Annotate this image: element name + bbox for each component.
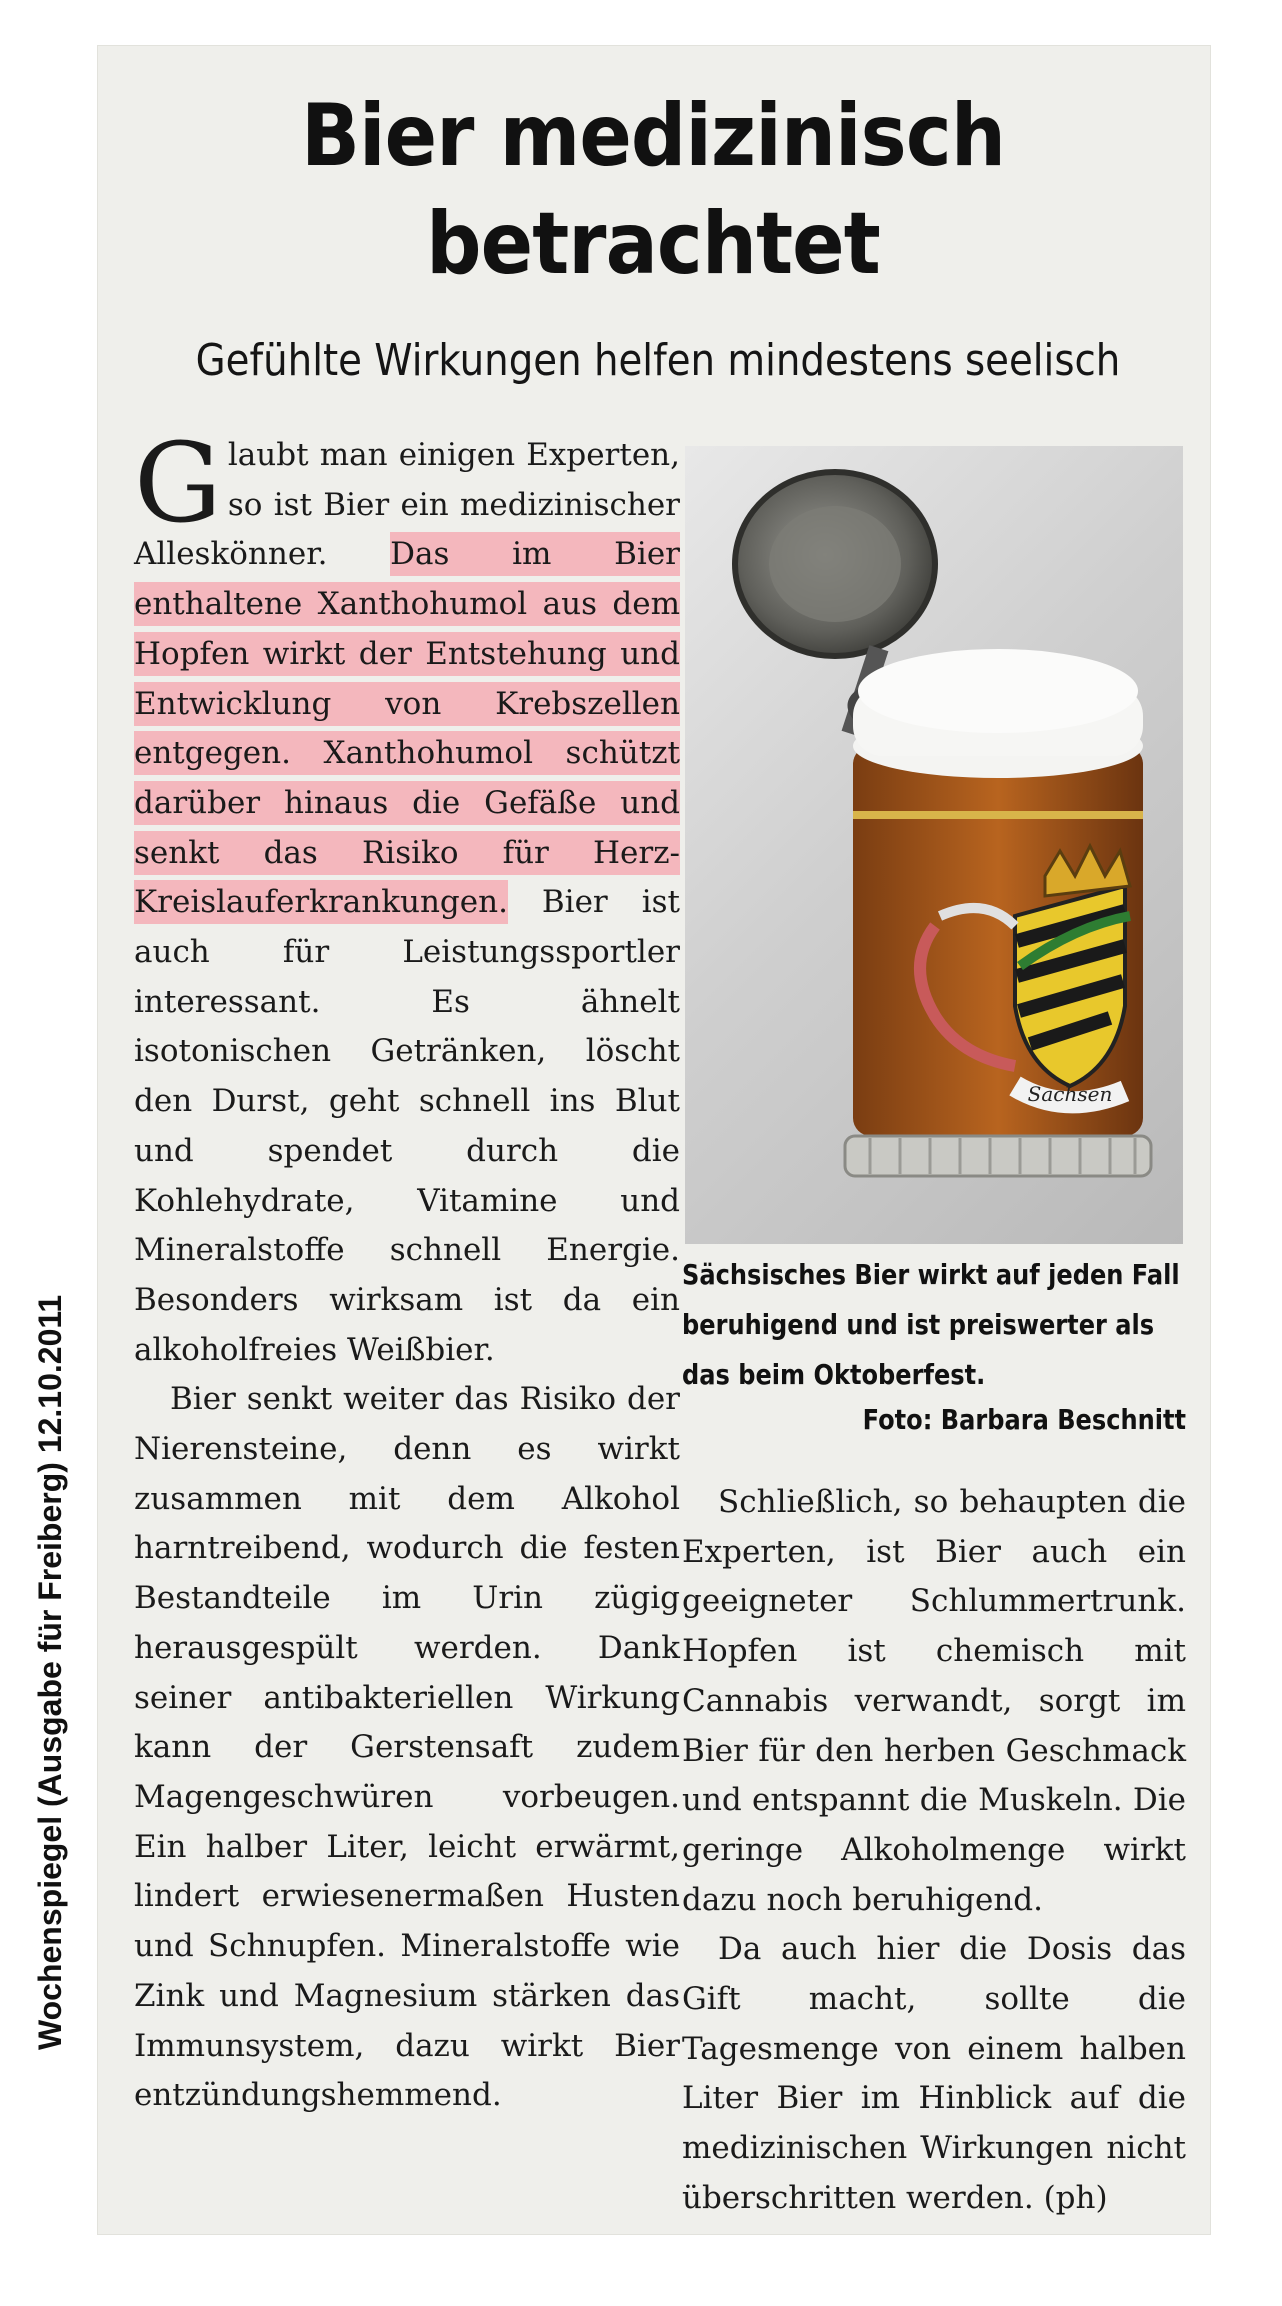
right-paragraph-2: Da auch hier die Dosis das Gift macht, sollte die Tagesmenge von einem halben Liter Bier im Hinblick auf die medizinischen Wirkungen nicht überschritten werden. (ph) <box>682 1931 1186 2216</box>
beer-mug-illustration <box>685 446 1183 1244</box>
photo-credit: Foto: Barbara Beschnitt <box>862 1403 1186 1436</box>
left-paragraph-1 <box>134 419 680 1375</box>
article-subheadline: Gefühlte Wirkungen helfen mindestens seelisch <box>195 335 1121 386</box>
mug-emblem-label: Sachsen <box>1027 1082 1113 1106</box>
drop-cap: G <box>134 419 222 547</box>
highlighted-passage: Das im Bier enthaltene Xanthohumol aus dem Hopfen wirkt der Entstehung und Entwicklung von Krebszellen entgegen. Xanthohumol schützt darüber hinaus die Gefäße und senkt das Risiko für Herz-Kreislauferkrankungen. <box>134 536 680 921</box>
photo-caption: Sächsisches Bier wirkt auf jeden Fall beruhigend und ist preiswerter als das beim Oktoberfest. <box>682 1258 1180 1391</box>
left-paragraph-2: Bier senkt weiter das Risiko der Nierensteine, denn es wirkt zusammen mit dem Alkohol harntreibend, wodurch die festen Bestandteile im Urin zügig herausgespült werden. Dank seiner antibakteriellen Wirkung kann der Gerstensaft zudem Magengeschwüren vorbeugen. Ein halber Liter, leicht erwärmt, lindert erwiesenermaßen Husten und Schnupfen. Mineralstoffe wie Zink und Magnesium stärken das Immunsystem, dazu wirkt Bier entzündungshemmend. <box>134 1381 680 2114</box>
paragraph-text: Bier ist auch für Leistungssportler interessant. Es ähnelt isotonischen Getränken, löscht den Durst, geht schnell ins Blut und spendet durch die Kohlehydrate, Vitamine und Mineralstoffe schnell Energie. Besonders wirksam ist da ein alkoholfreies Weißbier. <box>134 884 680 1368</box>
right-paragraph-1: Schließlich, so behaupten die Experten, ist Bier auch ein geeigneter Schlummertrunk. Hopfen ist chemisch mit Cannabis verwandt, sorgt im Bier für den herben Geschmack und entspannt die Muskeln. Die geringe Alkoholmenge wirkt dazu noch beruhigend. <box>682 1484 1186 1918</box>
article-left-column <box>134 419 680 2121</box>
article-right-column <box>682 1478 1186 2224</box>
source-label: Wochenspiegel (Ausgabe für Freiberg) 12.10.2011 <box>32 1294 68 2050</box>
paragraph-text: laubt man einigen Experten, so ist Bier ein medizinischer Alleskönner. <box>134 437 680 573</box>
newspaper-clipping <box>98 46 1210 2234</box>
beer-mug-photo <box>685 446 1183 1244</box>
article-headline: Bier medizinisch betrachtet <box>300 86 1006 294</box>
